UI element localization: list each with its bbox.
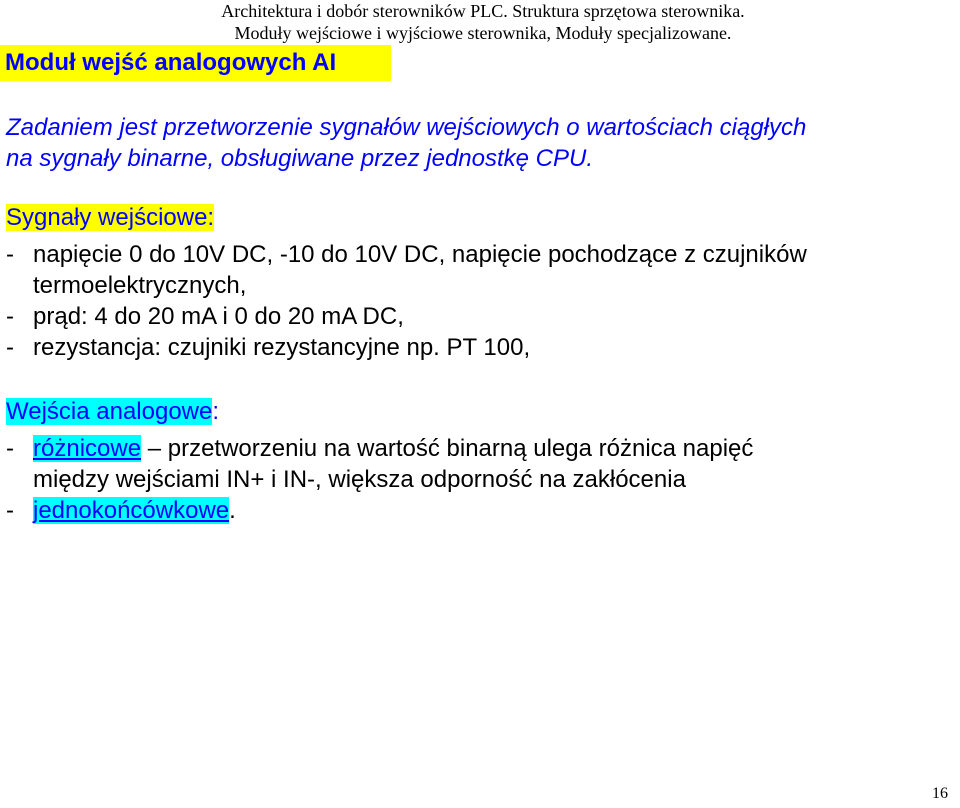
list-item-line bbox=[33, 433, 753, 464]
differential-term-link[interactable]: różnicowe bbox=[33, 435, 142, 462]
intro-paragraph bbox=[6, 112, 806, 174]
header-line-2: Moduły wejściowe i wyjściowe sterownika, Moduły specjalizowane. bbox=[234, 23, 732, 43]
list-dash: - bbox=[6, 497, 14, 524]
list-item bbox=[6, 239, 807, 301]
single-ended-term-link[interactable]: jednokońcówkowe bbox=[33, 497, 230, 524]
inputs-heading bbox=[6, 398, 219, 426]
list-item-text: napięcie 0 do 10V DC, -10 do 10V DC, napięcie pochodzące z czujników bbox=[33, 241, 807, 268]
header-line-1: Architektura i dobór sterowników PLC. Struktura sprzętowa sterownika. bbox=[221, 1, 745, 21]
list-dash: - bbox=[6, 334, 14, 361]
inputs-heading-colon: : bbox=[212, 398, 220, 425]
page-number: 16 bbox=[932, 785, 948, 802]
list-item bbox=[6, 332, 807, 363]
list-item bbox=[6, 433, 753, 495]
title-highlight bbox=[0, 45, 391, 81]
list-dash: - bbox=[6, 241, 14, 268]
list-item-text: termoelektrycznych, bbox=[33, 272, 247, 299]
list-item-text: – przetworzeniu na wartość binarną ulega różnica napięć bbox=[141, 435, 754, 462]
inputs-list bbox=[6, 433, 753, 526]
list-item-text: między wejściami IN+ i IN-, większa odporność na zakłócenia bbox=[33, 466, 686, 493]
list-dash: - bbox=[6, 303, 14, 330]
list-item bbox=[6, 495, 753, 526]
page-header bbox=[0, 0, 960, 44]
list-item-line bbox=[33, 495, 753, 526]
inputs-heading-text: Wejścia analogowe bbox=[6, 398, 213, 425]
list-item-text: . bbox=[229, 497, 236, 524]
signals-heading bbox=[6, 204, 214, 232]
signals-heading-text: Sygnały wejściowe: bbox=[6, 204, 215, 231]
page-title: Moduł wejść analogowych AI bbox=[5, 49, 337, 76]
list-dash: - bbox=[6, 435, 14, 462]
list-item bbox=[6, 301, 807, 332]
intro-line-2: na sygnały binarne, obsługiwane przez jednostkę CPU. bbox=[6, 145, 594, 172]
list-item-text: rezystancja: czujniki rezystancyjne np. PT 100, bbox=[33, 334, 531, 361]
signals-list bbox=[6, 239, 807, 363]
list-item-text: prąd: 4 do 20 mA i 0 do 20 mA DC, bbox=[33, 303, 404, 330]
intro-line-1: Zadaniem jest przetworzenie sygnałów wejściowych o wartościach ciągłych bbox=[6, 114, 807, 141]
